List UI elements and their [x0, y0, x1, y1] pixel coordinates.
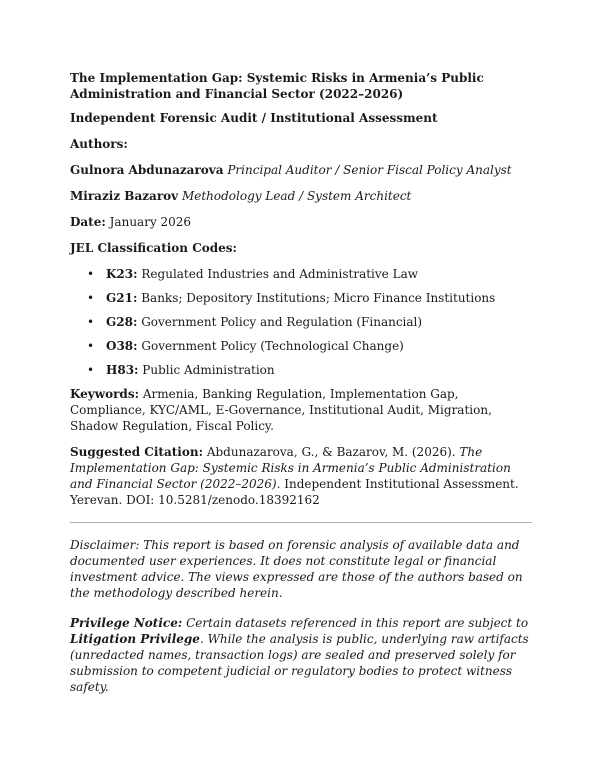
jel-description: Public Administration: [142, 363, 275, 377]
jel-code-item: [70, 338, 532, 354]
jel-code: O38:: [106, 339, 138, 353]
jel-code: G28:: [106, 315, 138, 329]
jel-code-item: [70, 266, 532, 282]
author-line: [70, 188, 532, 204]
author-role: Methodology Lead / System Architect: [181, 189, 412, 203]
citation-paragraph: [70, 444, 532, 508]
jel-code: G21:: [106, 291, 138, 305]
jel-code-list: [70, 266, 532, 378]
author-name: Gulnora Abdunazarova: [70, 163, 224, 177]
jel-description: Banks; Depository Institutions; Micro Finance Institutions: [141, 291, 496, 305]
bullet-icon: •: [87, 339, 95, 353]
authors-heading: Authors:: [70, 137, 128, 151]
keywords-text: Armenia, Banking Regulation, Implementation Gap, Compliance, KYC/AML, E-Governance, Institutional Audit, Migration, Shadow Regulation, Fiscal Policy.: [70, 387, 492, 433]
date-value: January 2026: [109, 215, 192, 229]
privilege-text-rest: . While the analysis is public, underlying raw artifacts (unredacted names, transaction logs) are sealed and preserved solely for submission to competent judicial or regulatory bodies to protect witness safety.: [70, 632, 529, 694]
bullet-icon: •: [87, 363, 95, 377]
citation-label: Suggested Citation:: [70, 445, 203, 459]
jel-description: Regulated Industries and Administrative Law: [141, 267, 418, 281]
privilege-term: Litigation Privilege: [70, 632, 200, 646]
bullet-icon: •: [87, 291, 95, 305]
disclaimer-paragraph: Disclaimer: This report is based on forensic analysis of available data and documented user experiences. It does not constitute legal or financial investment advice. The views expressed are those of the authors based on the methodology described herein.: [70, 538, 523, 600]
jel-code: K23:: [106, 267, 138, 281]
bullet-icon: •: [87, 315, 95, 329]
document-title: The Implementation Gap: Systemic Risks in Armenia’s Public Administration and Financial Sector (2022–2026): [70, 71, 484, 101]
document-body: [70, 70, 532, 709]
jel-code: H83:: [106, 363, 139, 377]
horizontal-divider: [70, 522, 532, 523]
document-subtitle: Independent Forensic Audit / Institutional Assessment: [70, 111, 438, 125]
jel-description: Government Policy and Regulation (Financial): [141, 315, 423, 329]
jel-code-item: [70, 314, 532, 330]
date-line: [70, 214, 532, 230]
jel-code-item: [70, 290, 532, 306]
date-label: Date:: [70, 215, 106, 229]
author-line: [70, 162, 532, 178]
privilege-label: Privilege Notice:: [70, 616, 183, 630]
keywords-label: Keywords:: [70, 387, 140, 401]
keywords-paragraph: [70, 386, 532, 434]
citation-authors: Abdunazarova, G., & Bazarov, M. (2026).: [206, 445, 456, 459]
author-role: Principal Auditor / Senior Fiscal Policy Analyst: [227, 163, 512, 177]
citation-title: The Implementation Gap: Systemic Risks in Armenia’s Public Administration and Financial Sector (2022–2026).: [70, 445, 511, 491]
privilege-text: Certain datasets referenced in this report are subject to: [186, 616, 529, 630]
privilege-notice-paragraph: [70, 615, 532, 695]
author-name: Miraziz Bazarov: [70, 189, 179, 203]
jel-description: Government Policy (Technological Change): [141, 339, 404, 353]
citation-rest: Independent Institutional Assessment. Yerevan. DOI: 10.5281/zenodo.18392162: [70, 477, 519, 507]
jel-heading: JEL Classification Codes:: [70, 241, 237, 255]
bullet-icon: •: [87, 267, 95, 281]
jel-code-item: [70, 362, 532, 378]
